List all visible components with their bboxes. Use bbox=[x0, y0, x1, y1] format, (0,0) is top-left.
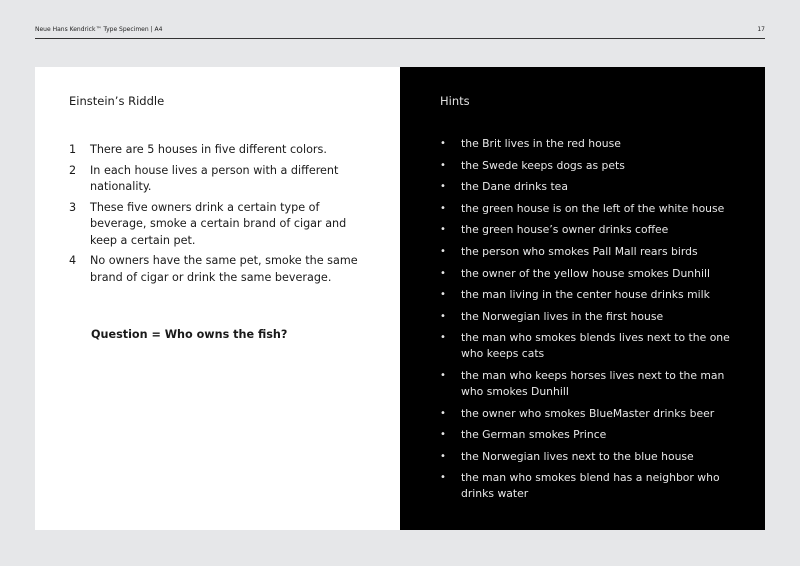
bullet-icon: • bbox=[440, 332, 446, 344]
hint-item bbox=[440, 158, 740, 174]
hint-text: the Swede keeps dogs as pets bbox=[461, 158, 625, 172]
hint-text: the person who smokes Pall Mall rears birds bbox=[461, 244, 698, 258]
rule-number: 2 bbox=[69, 163, 77, 177]
rule-item bbox=[69, 253, 369, 286]
hint-item bbox=[440, 449, 740, 465]
question-text: Question = Who owns the fish? bbox=[91, 328, 288, 341]
bullet-icon: • bbox=[440, 472, 446, 484]
header-divider bbox=[35, 38, 765, 39]
bullet-icon: • bbox=[440, 267, 446, 279]
hint-text: the German smokes Prince bbox=[461, 428, 607, 442]
rule-text: There are 5 houses in five different colors. bbox=[90, 143, 327, 156]
rule-text: These five owners drink a certain type of beverage, smoke a certain brand of cigar and keep a certain pet. bbox=[90, 200, 347, 247]
hint-text: the owner who smokes BlueMaster drinks beer bbox=[461, 406, 715, 420]
specimen-label: Neue Hans Kendrick™ Type Specimen | A4 bbox=[35, 26, 163, 33]
hint-item bbox=[440, 470, 740, 502]
hint-item bbox=[440, 222, 740, 238]
rule-number: 1 bbox=[69, 143, 77, 156]
bullet-icon: • bbox=[440, 289, 446, 301]
hint-text: the man who keeps horses lives next to the man who smokes Dunhill bbox=[461, 368, 725, 398]
hint-item bbox=[440, 136, 740, 152]
bullet-icon: • bbox=[440, 407, 446, 419]
hint-item bbox=[440, 201, 740, 217]
hint-item bbox=[440, 309, 740, 325]
bullet-icon: • bbox=[440, 138, 446, 149]
page-number: 17 bbox=[757, 26, 765, 33]
bullet-icon: • bbox=[440, 450, 446, 462]
hint-text: the Dane drinks tea bbox=[461, 180, 568, 194]
hint-item bbox=[440, 179, 740, 195]
riddle-panel bbox=[35, 67, 400, 530]
hints-panel bbox=[400, 67, 765, 530]
rules-list bbox=[69, 142, 369, 290]
hint-item bbox=[440, 406, 740, 422]
bullet-icon: • bbox=[440, 429, 446, 441]
bullet-icon: • bbox=[440, 224, 446, 236]
bullet-icon: • bbox=[440, 202, 446, 214]
hint-text: the man living in the center house drinks milk bbox=[461, 288, 710, 302]
rule-item bbox=[69, 163, 369, 196]
hint-text: the man who smokes blend has a neighbor who drinks water bbox=[461, 471, 720, 501]
bullet-icon: • bbox=[440, 245, 446, 257]
rule-text: In each house lives a person with a different nationality. bbox=[90, 163, 339, 193]
rule-number: 4 bbox=[69, 254, 77, 267]
hint-text: the owner of the yellow house smokes Dunhill bbox=[461, 266, 710, 280]
hint-item bbox=[440, 266, 740, 282]
hint-item bbox=[440, 368, 740, 400]
hint-text: the Norwegian lives in the first house bbox=[461, 309, 664, 323]
hint-item bbox=[440, 244, 740, 260]
bullet-icon: • bbox=[440, 181, 446, 193]
hints-title: Hints bbox=[440, 94, 470, 108]
hint-text: the man who smokes blends lives next to the one who keeps cats bbox=[461, 331, 730, 361]
hint-item bbox=[440, 287, 740, 303]
hint-text: the green house’s owner drinks coffee bbox=[461, 223, 669, 237]
hint-text: the Brit lives in the red house bbox=[461, 137, 621, 150]
bullet-icon: • bbox=[440, 310, 446, 322]
hints-list bbox=[440, 136, 740, 508]
rule-item bbox=[69, 142, 369, 159]
bullet-icon: • bbox=[440, 159, 446, 171]
hint-item bbox=[440, 330, 740, 362]
riddle-title: Einstein’s Riddle bbox=[69, 94, 165, 108]
page-header bbox=[35, 26, 765, 33]
rule-number: 3 bbox=[69, 200, 77, 214]
rule-item bbox=[69, 200, 369, 250]
hint-text: the Norwegian lives next to the blue house bbox=[461, 449, 694, 463]
hint-text: the green house is on the left of the white house bbox=[461, 201, 725, 215]
rule-text: No owners have the same pet, smoke the same brand of cigar or drink the same beverage. bbox=[90, 254, 358, 284]
hint-item bbox=[440, 427, 740, 443]
bullet-icon: • bbox=[440, 369, 446, 381]
